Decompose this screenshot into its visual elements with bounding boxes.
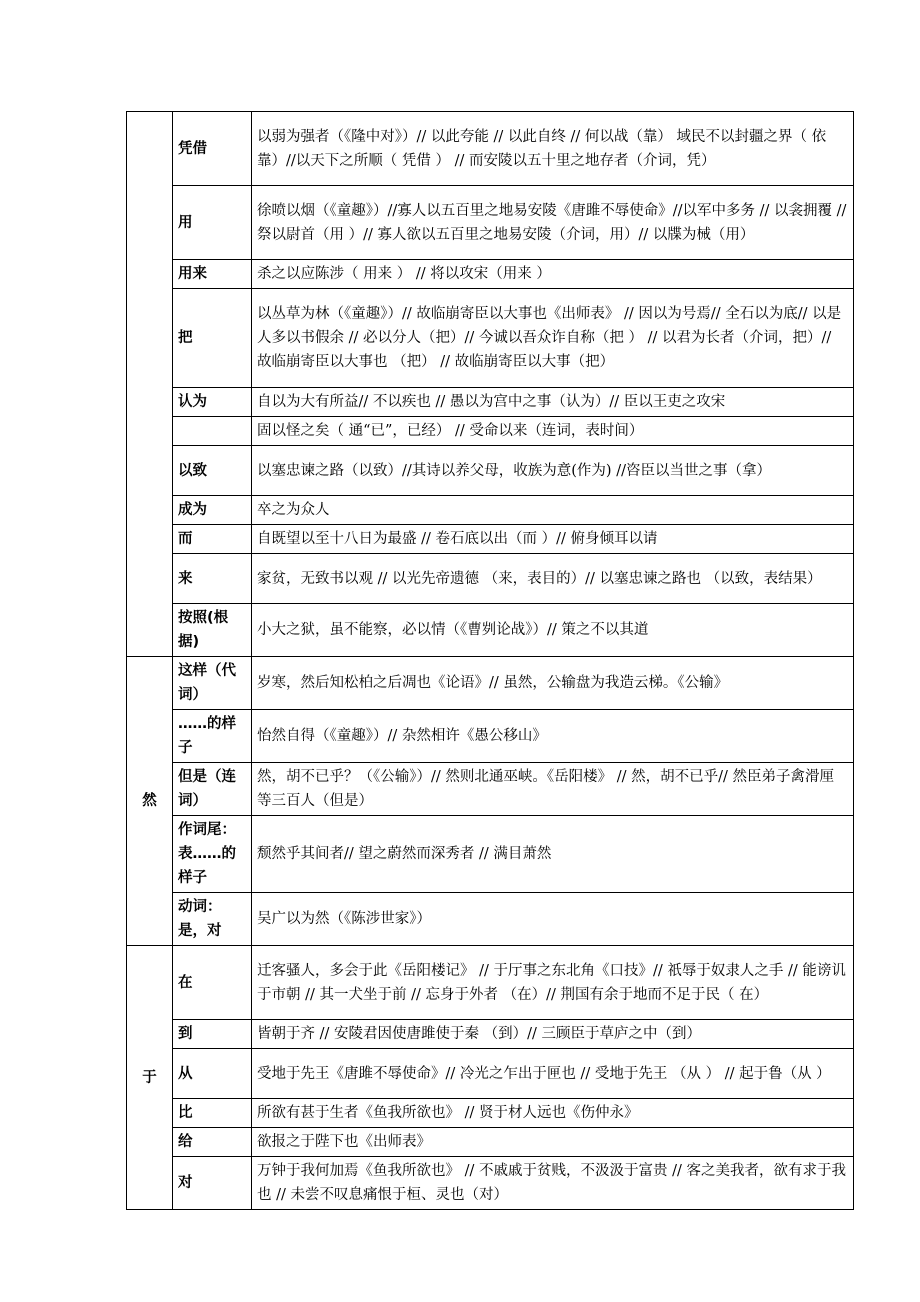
table-row bbox=[127, 893, 854, 946]
examples-cell: 以丛草为林（《童趣》）// 故临崩寄臣以大事也《出师表》 // 因以为号焉// 全石以为底// 以是人多以书假余 // 必以分人（把）// 今诚以吾众诈自称（把 ） // 以君为长者（介词，把）// 故临崩寄臣以大事也 （把） // 故临崩寄臣以大事（把） bbox=[252, 289, 854, 388]
meaning-cell: 但是（连词） bbox=[173, 763, 252, 816]
table-row bbox=[127, 525, 854, 554]
meaning-cell: 认为 bbox=[173, 388, 252, 417]
examples-cell: 迁客骚人，多会于此《岳阳楼记》 // 于厅事之东北角《口技》// 祇辱于奴隶人之手 // 能谤讥于市朝 // 其一犬坐于前 // 忘身于外者 （在）// 荆国有余于地而不足于民（ 在） bbox=[252, 946, 854, 1020]
meaning-cell: 在 bbox=[173, 946, 252, 1020]
examples-cell: 然，胡不已乎？（《公输》）// 然则北通巫峡。《岳阳楼》 // 然，胡不已乎// 然臣弟子禽滑厘等三百人（但是） bbox=[252, 763, 854, 816]
table-row bbox=[127, 496, 854, 525]
meaning-cell: 用来 bbox=[173, 260, 252, 289]
meaning-cell: 给 bbox=[173, 1128, 252, 1157]
examples-cell: 固以怪之矣（ 通“已”，已经） // 受命以来（连词，表时间） bbox=[252, 417, 854, 446]
examples-cell: 小大之狱，虽不能察，必以情（《曹刿论战》）// 策之不以其道 bbox=[252, 604, 854, 657]
table-row bbox=[127, 1128, 854, 1157]
examples-cell: 所欲有甚于生者《鱼我所欲也》 // 贤于材人远也《伤仲永》 bbox=[252, 1099, 854, 1128]
table-row bbox=[127, 710, 854, 763]
table-row bbox=[127, 186, 854, 260]
meaning-cell: 这样（代词） bbox=[173, 657, 252, 710]
examples-cell: 卒之为众人 bbox=[252, 496, 854, 525]
meaning-cell: 动词：是，对 bbox=[173, 893, 252, 946]
examples-cell: 欲报之于陛下也《出师表》 bbox=[252, 1128, 854, 1157]
meaning-cell: 对 bbox=[173, 1157, 252, 1210]
table-row bbox=[127, 388, 854, 417]
examples-cell: 家贫，无致书以观 // 以光先帝遗德 （来，表目的）// 以塞忠谏之路也 （以致，表结果） bbox=[252, 554, 854, 604]
char-cell bbox=[127, 112, 173, 657]
meaning-cell: 来 bbox=[173, 554, 252, 604]
meaning-cell: 以致 bbox=[173, 446, 252, 496]
meaning-cell: 用 bbox=[173, 186, 252, 260]
meaning-cell: 凭借 bbox=[173, 112, 252, 186]
char-cell: 于 bbox=[127, 946, 173, 1210]
table-row bbox=[127, 1157, 854, 1210]
examples-cell: 万钟于我何加焉《鱼我所欲也》 // 不戚戚于贫贱，不汲汲于富贵 // 客之美我者，欲有求于我也 // 未尝不叹息痛恨于桓、灵也（对） bbox=[252, 1157, 854, 1210]
examples-cell: 自以为大有所益// 不以疾也 // 愚以为宫中之事（认为）// 臣以王吏之攻宋 bbox=[252, 388, 854, 417]
examples-cell: 受地于先王《唐雎不辱使命》// 冷光之乍出于匣也 // 受地于先王 （从 ） // 起于鲁（从 ） bbox=[252, 1049, 854, 1099]
table-row bbox=[127, 816, 854, 893]
table-row bbox=[127, 417, 854, 446]
meaning-cell: ……的样子 bbox=[173, 710, 252, 763]
examples-cell: 颓然乎其间者// 望之蔚然而深秀者 // 满目萧然 bbox=[252, 816, 854, 893]
meaning-cell bbox=[173, 417, 252, 446]
table-row bbox=[127, 260, 854, 289]
function-word-table bbox=[126, 111, 854, 1210]
table-row bbox=[127, 1020, 854, 1049]
examples-cell: 怡然自得（《童趣》）// 杂然相许《愚公移山》 bbox=[252, 710, 854, 763]
meaning-cell: 到 bbox=[173, 1020, 252, 1049]
table-row bbox=[127, 289, 854, 388]
examples-cell: 自既望以至十八日为最盛 // 卷石底以出（而 ）// 俯身倾耳以请 bbox=[252, 525, 854, 554]
table-row bbox=[127, 1049, 854, 1099]
meaning-cell: 把 bbox=[173, 289, 252, 388]
table-row bbox=[127, 604, 854, 657]
meaning-cell: 比 bbox=[173, 1099, 252, 1128]
examples-cell: 以塞忠谏之路（以致）//其诗以养父母，收族为意(作为) //咨臣以当世之事（拿） bbox=[252, 446, 854, 496]
table-row bbox=[127, 657, 854, 710]
examples-cell: 皆朝于齐 // 安陵君因使唐雎使于秦 （到）// 三顾臣于草庐之中（到） bbox=[252, 1020, 854, 1049]
examples-cell: 杀之以应陈涉（ 用来 ） // 将以攻宋（用来 ） bbox=[252, 260, 854, 289]
examples-cell: 岁寒，然后知松柏之后凋也《论语》// 虽然，公输盘为我造云梯。《公输》 bbox=[252, 657, 854, 710]
examples-cell: 徐喷以烟（《童趣》）//寡人以五百里之地易安陵《唐雎不辱使命》//以军中多务 // 以衾拥覆 // 祭以尉首（用 ）// 寡人欲以五百里之地易安陵（介词，用）// 以牒为械（用） bbox=[252, 186, 854, 260]
table-row bbox=[127, 946, 854, 1020]
meaning-cell: 从 bbox=[173, 1049, 252, 1099]
examples-cell: 以弱为强者（《隆中对》）// 以此夸能 // 以此自终 // 何以战（靠） 域民不以封疆之界（ 依靠）//以天下之所顺（ 凭借 ） // 而安陵以五十里之地存者（介词，凭） bbox=[252, 112, 854, 186]
meaning-cell: 而 bbox=[173, 525, 252, 554]
table-row bbox=[127, 554, 854, 604]
table-row bbox=[127, 1099, 854, 1128]
char-cell: 然 bbox=[127, 657, 173, 946]
meaning-cell: 作词尾：表……的样子 bbox=[173, 816, 252, 893]
table-row bbox=[127, 112, 854, 186]
table-row bbox=[127, 763, 854, 816]
table-row bbox=[127, 446, 854, 496]
examples-cell: 吴广以为然（《陈涉世家》） bbox=[252, 893, 854, 946]
meaning-cell: 按照(根据) bbox=[173, 604, 252, 657]
meaning-cell: 成为 bbox=[173, 496, 252, 525]
